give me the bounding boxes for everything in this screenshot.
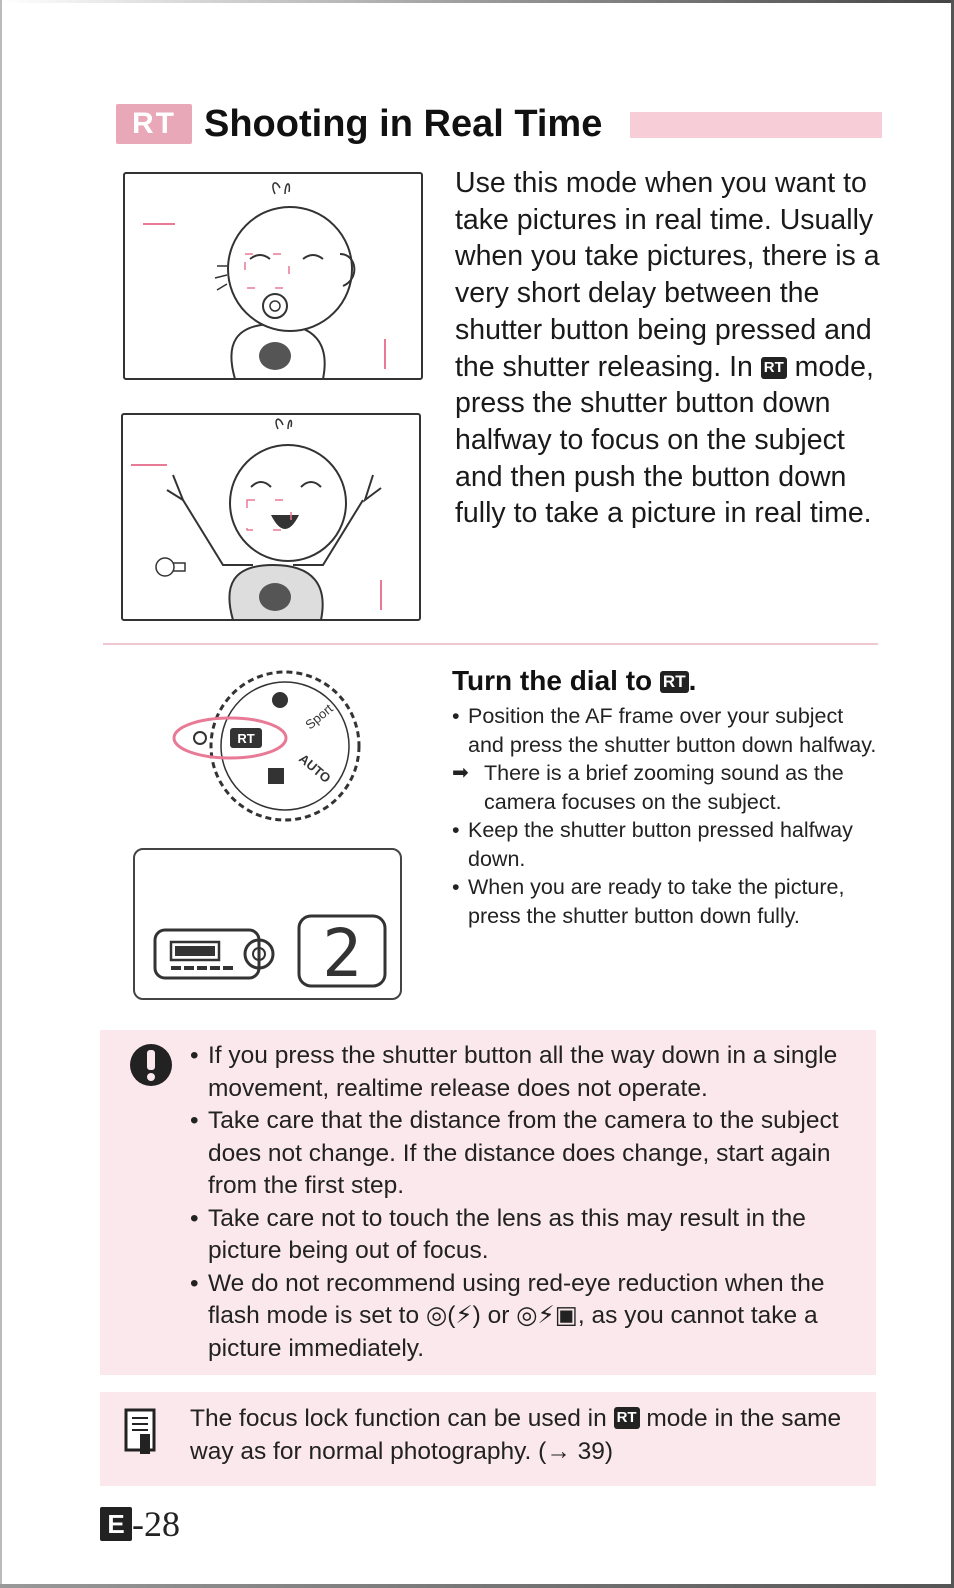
viewfinder-illustration-calm-baby [123,172,423,380]
caution-text: Take care not to touch the lens as this may result in the picture being out of focus. [208,1204,806,1264]
page-edge-bottom [0,1584,954,1588]
steps-section [452,664,882,930]
caution-item [190,1268,870,1366]
page-number [100,1502,180,1552]
rt-mode-icon: RT [614,1407,640,1429]
step-item [452,816,882,873]
steps-heading-period: . [688,665,697,696]
caution-text: If you press the shutter button all the way down in a single movement, realtime release does not operate. [208,1042,838,1102]
memo-box [100,1392,876,1486]
bullet-icon: • [452,875,460,899]
page-edge-left [0,0,2,1588]
calm-baby-icon [125,174,421,378]
rt-mode-icon: RT [660,671,689,693]
steps-list [452,702,882,930]
dial-sport-label: Sport [302,700,336,733]
bullet-icon: • [190,1042,199,1069]
lcd-display-icon [135,850,400,998]
lcd-shot-counter: 2 [322,915,362,992]
step-result-item [452,759,882,816]
page-num-text: -28 [132,1504,180,1544]
steps-heading [452,664,882,698]
dial-rt-label: RT [237,731,255,746]
bullet-icon: • [452,704,460,728]
memo-icon [124,1408,158,1456]
section-header [116,100,886,150]
step-text: Position the AF frame over your subject and press the shutter button down halfway. [468,704,877,757]
lcd-panel [133,848,402,1000]
intro-paragraph [455,165,895,532]
intro-text-end: mode, press the shutter button down halfway to focus on the subject and then push the button down fully to take a picture in real time. [455,350,874,530]
title-accent-band [630,112,882,138]
memo-text-end: mode in the same way as for normal photography. (→ 39) [190,1405,842,1465]
step-text: When you are ready to take the picture, press the shutter button down fully. [468,875,845,928]
step-text: Keep the shutter button pressed halfway down. [468,818,853,871]
caution-item [190,1203,870,1268]
caution-item [190,1040,870,1105]
rt-badge-icon: RT [116,104,192,144]
memo-text-start: The focus lock function can be used in [190,1405,614,1432]
step-item [452,702,882,759]
steps-heading-text: Turn the dial to [452,665,660,696]
bullet-icon: • [190,1107,199,1134]
intro-text-start: Use this mode when you want to take pictures in real time. Usually when you take pictures, there is a very short delay between the shutter button being pressed and the shutter releasing. In [455,167,880,383]
caution-text: We do not recommend using red-eye reduction when the flash mode is set to ◎(⚡) or ◎⚡▣, as you cannot take a picture immediately. [208,1269,825,1362]
caution-item [190,1105,870,1203]
laughing-baby-icon [123,415,419,619]
step-item [452,873,882,930]
dial-auto-label: AUTO [296,750,334,786]
bullet-icon: • [190,1204,199,1232]
memo-text [190,1402,870,1468]
caution-box [100,1030,876,1375]
caution-list [190,1040,870,1365]
page-edge-top [0,0,954,3]
mode-dial-illustration [170,668,380,828]
page-section-letter: E [100,1507,132,1541]
viewfinder-illustration-laughing-baby [121,413,421,621]
mode-dial-icon [170,668,380,828]
caution-icon [128,1042,174,1088]
rt-mode-icon: RT [761,357,787,379]
arrow-right-icon: ➡ [452,762,469,784]
page-title: Shooting in Real Time [204,103,603,145]
step-text: There is a brief zooming sound as the camera focuses on the subject. [484,761,844,814]
bullet-icon: • [452,818,460,842]
section-divider [103,643,878,645]
caution-text: Take care that the distance from the camera to the subject does not change. If the distance does change, start again from the first step. [208,1107,839,1199]
bullet-icon: • [190,1269,199,1297]
